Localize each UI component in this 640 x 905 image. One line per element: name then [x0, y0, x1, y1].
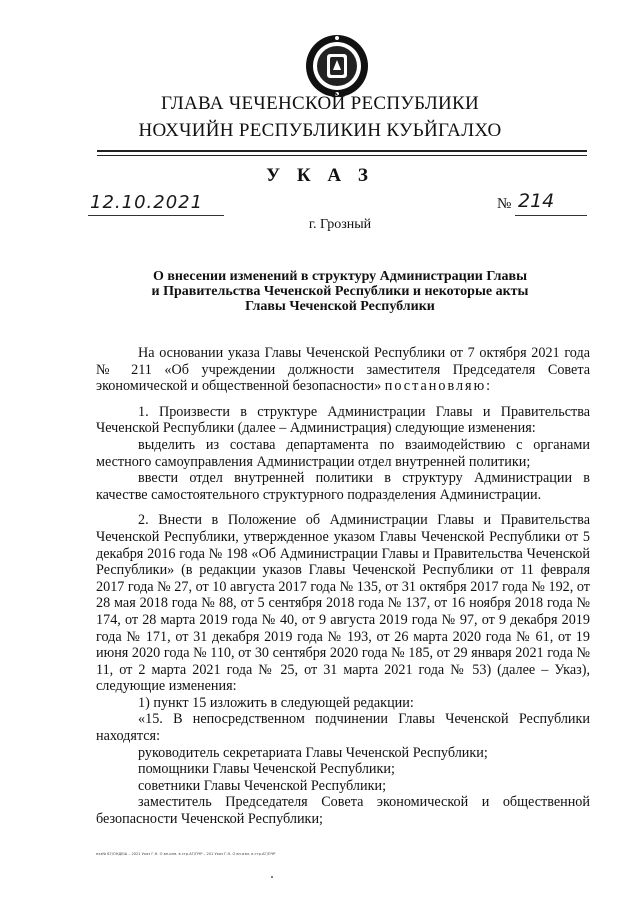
header-title-russian: ГЛАВА ЧЕЧЕНСКОЙ РЕСПУБЛИКИ	[160, 93, 480, 114]
subject-line: О внесении изменений в структуру Администрации Главы	[152, 269, 528, 284]
date-underline	[88, 215, 224, 216]
body-paragraph: заместитель Председателя Совета экономической и общественной безопасности Чеченской Республики;	[96, 794, 590, 828]
number-label: №	[497, 196, 512, 212]
document-footer: ехз№ 67/ОНДЕШ – 2021 Указ Г.Н. О вн.изм. в стр.АГ/ПЧР – 201 Указ Г.Н. О вн.изм. в стр.АГ/ПЧР	[96, 852, 276, 856]
body-paragraph: 1) пункт 15 изложить в следующей редакции:	[138, 694, 414, 711]
resolution-word: постановляю:	[384, 378, 493, 395]
page-mark	[271, 876, 273, 878]
body-paragraph: «15. В непосредственном подчинении Главы Чеченской Республики находятся:	[96, 711, 590, 745]
decree-body	[96, 345, 590, 828]
chechen-republic-emblem-icon	[303, 32, 371, 100]
subject-line: Главы Чеченской Республики	[245, 299, 435, 314]
decree-subject	[120, 269, 560, 314]
header-title-chechen: НОХЧИЙН РЕСПУБЛИКИН КУЬЙГАЛХО	[138, 120, 502, 141]
body-paragraph: выделить из состава департамента по взаимодействию с органами местного самоуправления Администрации отдел внутренней политики;	[96, 436, 590, 470]
body-paragraph: советники Главы Чеченской Республики;	[138, 777, 387, 794]
decree-title: У К А З	[266, 165, 374, 186]
number-underline	[515, 215, 587, 216]
body-paragraph-preamble: На основании указа Главы Чеченской Республики от 7 октября 2021 года № 211 «Об учреждении должности заместителя Председателя Совета экономической и общественной безопасности» постановляю:	[96, 345, 590, 395]
body-paragraph: 1. Произвести в структуре Администрации Главы и Правительства Чеченской Республики (далее – Администрация) следующие изменения:	[96, 403, 590, 437]
body-paragraph: помощники Главы Чеченской Республики;	[138, 761, 395, 778]
header-divider-thin	[97, 155, 587, 156]
body-paragraph: 2. Внести в Положение об Администрации Главы и Правительства Чеченской Республики, утвержденное указом Главы Чеченской Республики от 5 декабря 2016 года № 198 «Об Администрации Главы и Правительства Чеченской Республики» (в редакции указов Главы Чеченской Республики от 11 февраля 2017 года № 27, от 10 августа 2017 года № 135, от 31 октября 2017 года № 192, от 28 мая 2018 года № 88, от 5 сентября 2018 года № 137, от 16 ноября 2018 года № 174, от 28 марта 2019 года № 40, от 9 августа 2019 года № 97, от 9 декабря 2019 года № 171, от 31 декабря 2019 года № 193, от 26 марта 2020 года № 61, от 19 июня 2020 года № 110, от 30 сентября 2020 года № 185, от 29 января 2021 года № 11, от 2 марта 2021 года № 25, от 31 марта 2021 года № 53) (далее – Указ), следующие изменения:	[96, 512, 590, 695]
body-paragraph: ввести отдел внутренней политики в структуру Администрации в качестве самостоятельного структурного подразделения Администрации.	[96, 470, 590, 503]
header-divider-thick	[97, 150, 587, 152]
subject-line: и Правительства Чеченской Республики и некоторые акты	[151, 284, 529, 299]
decree-city: г. Грозный	[308, 217, 372, 232]
decree-date: 12.10.2021	[90, 192, 204, 213]
decree-number: 214	[518, 190, 555, 212]
body-paragraph: руководитель секретариата Главы Чеченской Республики;	[138, 744, 488, 761]
